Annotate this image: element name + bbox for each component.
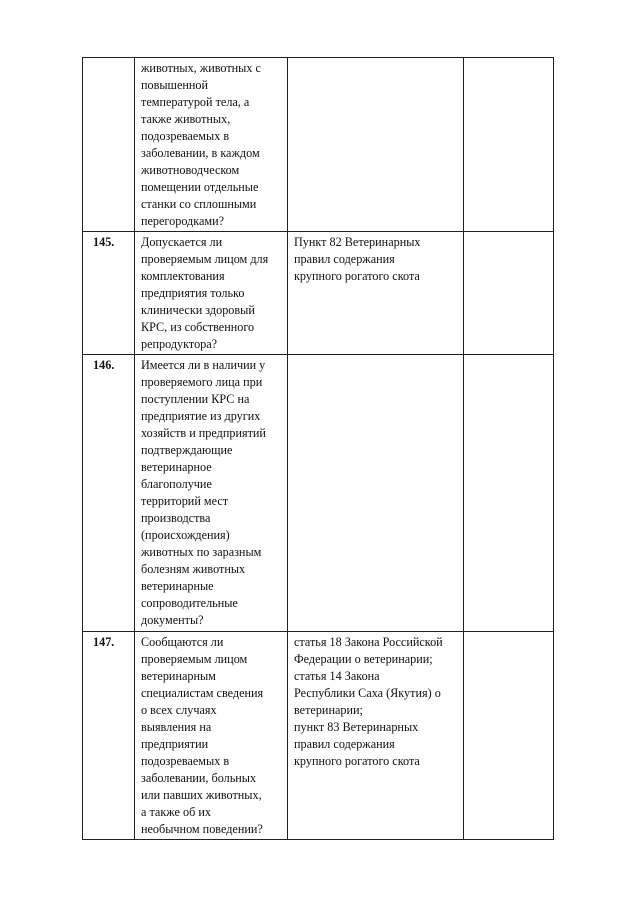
- reference-line: статья 14 Закона: [294, 669, 380, 683]
- question-line: документы?: [141, 613, 204, 627]
- question-cell: [135, 58, 288, 232]
- question-line: помещении отдельные: [141, 180, 259, 194]
- question-line: ветеринарное: [141, 460, 212, 474]
- requirement-reference-cell: [288, 58, 464, 232]
- question-line: также животных,: [141, 112, 231, 126]
- question-line: производства: [141, 511, 211, 525]
- question-line: перегородками?: [141, 214, 225, 228]
- question-cell: [135, 232, 288, 355]
- question-line: болезням животных: [141, 562, 246, 576]
- question-cell: [135, 632, 288, 840]
- table-row: [83, 232, 554, 355]
- reference-line: крупного рогатого скота: [294, 754, 420, 768]
- item-number: 146.: [83, 355, 135, 632]
- question-line: о всех случаях: [141, 703, 217, 717]
- question-line: проверяемым лицом для: [141, 252, 269, 266]
- question-line: предприятие из других: [141, 409, 261, 423]
- question-line: животных, животных с: [141, 61, 261, 75]
- question-line: а также об их: [141, 805, 211, 819]
- question-line: необычном поведении?: [141, 822, 263, 836]
- question-line: ветеринарным: [141, 669, 216, 683]
- question-line: проверяемым лицом: [141, 652, 248, 666]
- reference-line: пункт 83 Ветеринарных: [294, 720, 419, 734]
- requirement-reference-cell: [288, 632, 464, 840]
- question-line: КРС, из собственного: [141, 320, 255, 334]
- question-line: станки со сплошными: [141, 197, 257, 211]
- reference-line: Федерации о ветеринарии;: [294, 652, 433, 666]
- checklist-table: [82, 57, 554, 840]
- question-line: (происхождения): [141, 528, 230, 542]
- table-row: [83, 355, 554, 632]
- question-line: сопроводительные: [141, 596, 238, 610]
- question-line: специалистам сведения: [141, 686, 264, 700]
- question-line: Сообщаются ли: [141, 635, 224, 649]
- answer-cell: [464, 355, 554, 632]
- table-row: [83, 58, 554, 232]
- question-line: клинически здоровый: [141, 303, 255, 317]
- question-line: ветеринарные: [141, 579, 214, 593]
- answer-cell: [464, 58, 554, 232]
- question-line: комплектования: [141, 269, 225, 283]
- requirement-reference-cell: [288, 355, 464, 632]
- question-line: заболевании, в каждом: [141, 146, 260, 160]
- question-line: территорий мест: [141, 494, 229, 508]
- question-line: предприятии: [141, 737, 209, 751]
- question-line: заболевании, больных: [141, 771, 257, 785]
- question-line: температурой тела, а: [141, 95, 250, 109]
- question-cell: [135, 355, 288, 632]
- question-line: подозреваемых в: [141, 129, 230, 143]
- question-line: проверяемого лица при: [141, 375, 263, 389]
- item-number: 147.: [83, 632, 135, 840]
- question-line: повышенной: [141, 78, 209, 92]
- reference-line: ветеринарии;: [294, 703, 363, 717]
- reference-line: правил содержания: [294, 252, 395, 266]
- question-line: поступлении КРС на: [141, 392, 250, 406]
- question-line: предприятия только: [141, 286, 245, 300]
- answer-cell: [464, 232, 554, 355]
- reference-line: правил содержания: [294, 737, 395, 751]
- checklist-body: [83, 58, 554, 840]
- question-line: репродуктора?: [141, 337, 218, 351]
- reference-line: статья 18 Закона Российской: [294, 635, 443, 649]
- answer-cell: [464, 632, 554, 840]
- question-line: Имеется ли в наличии у: [141, 358, 266, 372]
- table-row: [83, 632, 554, 840]
- question-line: выявления на: [141, 720, 212, 734]
- question-line: подтверждающие: [141, 443, 233, 457]
- requirement-reference-cell: [288, 232, 464, 355]
- question-line: подозреваемых в: [141, 754, 230, 768]
- item-number: [83, 58, 135, 232]
- question-line: Допускается ли: [141, 235, 223, 249]
- question-line: животных по заразным: [141, 545, 262, 559]
- question-line: хозяйств и предприятий: [141, 426, 266, 440]
- reference-line: крупного рогатого скота: [294, 269, 420, 283]
- item-number: 145.: [83, 232, 135, 355]
- question-line: животноводческом: [141, 163, 240, 177]
- reference-line: Республики Саха (Якутия) о: [294, 686, 441, 700]
- question-line: или павших животных,: [141, 788, 262, 802]
- question-line: благополучие: [141, 477, 212, 491]
- reference-line: Пункт 82 Ветеринарных: [294, 235, 421, 249]
